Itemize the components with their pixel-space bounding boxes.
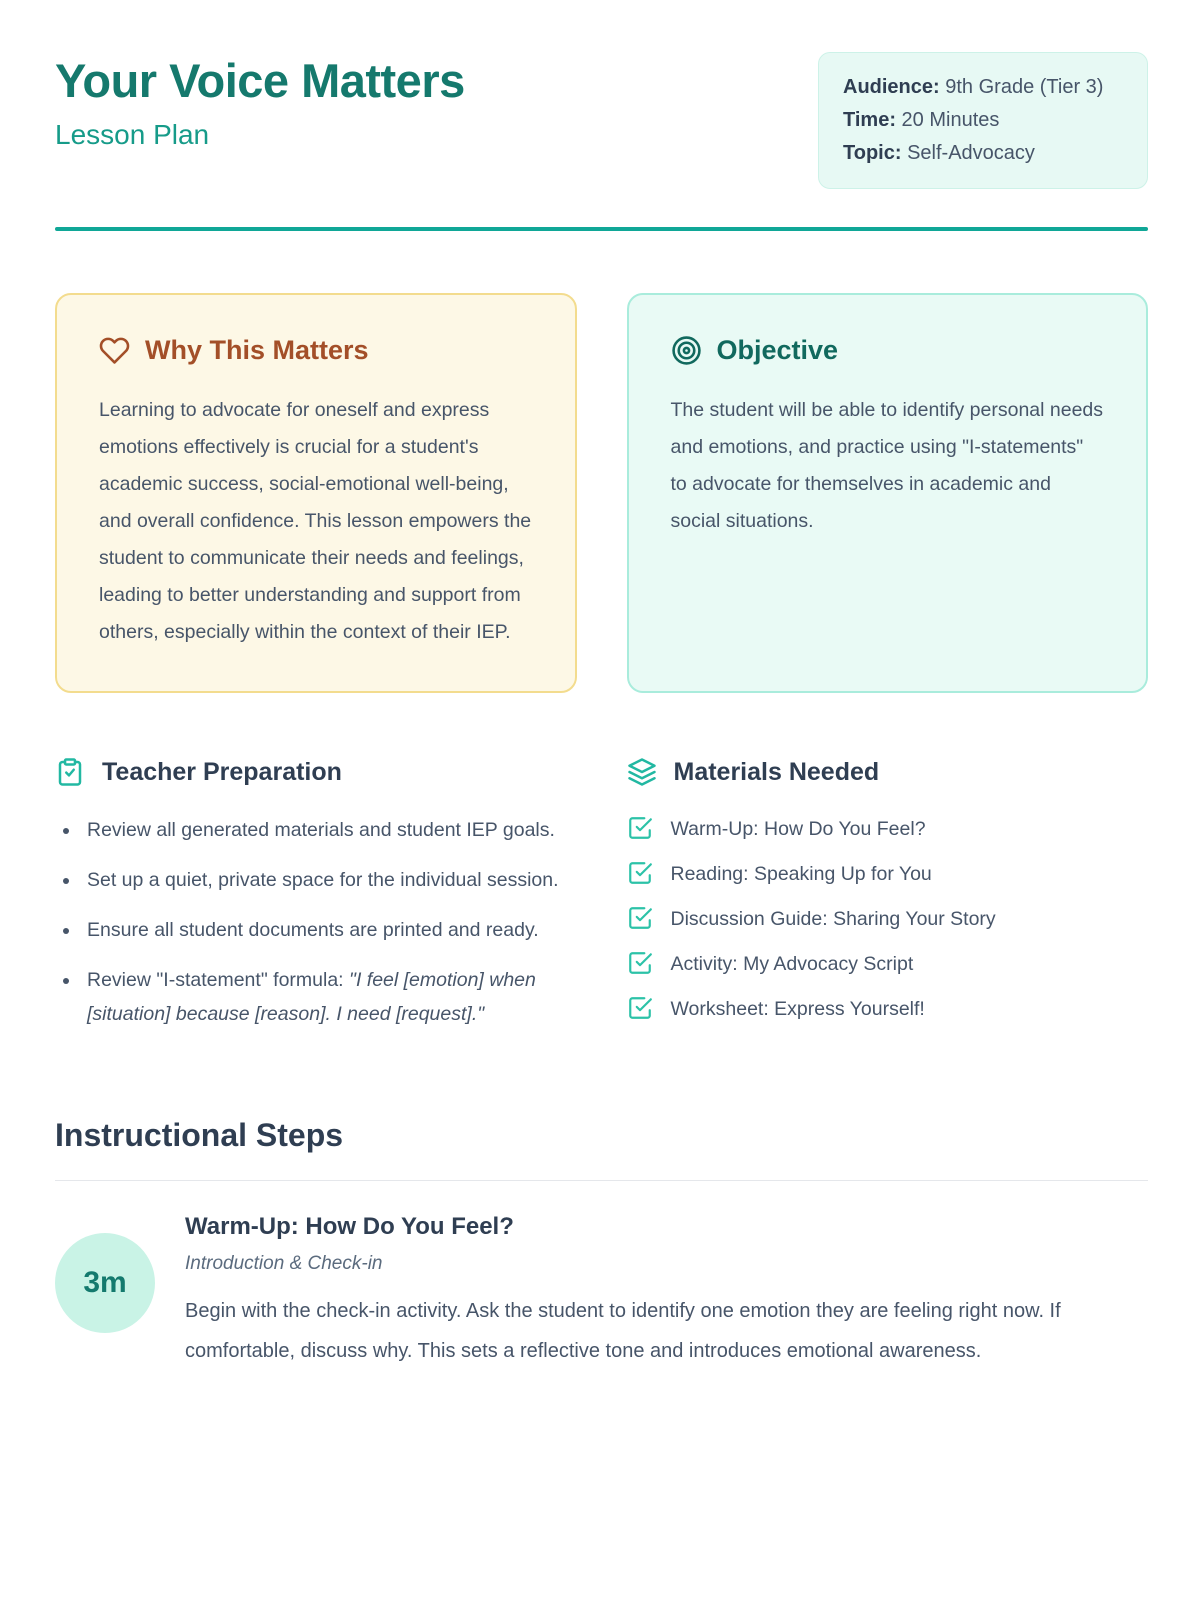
header-titles bbox=[55, 50, 465, 151]
summary-cards bbox=[55, 293, 1148, 693]
meta-time-label: Time: bbox=[843, 109, 896, 131]
preparation-list bbox=[55, 813, 577, 1031]
preparation-item-text: Set up a quiet, private space for the individual session. bbox=[87, 869, 559, 891]
material-item bbox=[627, 950, 1149, 978]
material-item-label: Activity: My Advocacy Script bbox=[670, 953, 914, 975]
why-card-body: Learning to advocate for oneself and express emotions effectively is crucial for a student's academic success, social-emotional well-being, and overall confidence. This lesson empowers the student to communicate their needs and feelings, leading to better understanding and support from others, especially within the context of their IEP. bbox=[99, 399, 532, 643]
meta-time-value: 20 Minutes bbox=[895, 109, 1000, 131]
header bbox=[55, 50, 1148, 189]
header-divider bbox=[55, 227, 1148, 231]
meta-audience-label: Audience: bbox=[843, 76, 940, 98]
step-subtitle: Introduction & Check-in bbox=[185, 1253, 383, 1274]
check-square-icon bbox=[627, 995, 653, 1021]
preparation-item-text: Review "I-statement" formula: bbox=[87, 969, 350, 991]
step-description: Begin with the check-in activity. Ask the student to identify one emotion they are feeling right now. If comfortable, discuss why. This sets a reflective tone and introduces emotional awareness. bbox=[185, 1300, 1061, 1362]
objective-card-body: The student will be able to identify personal needs and emotions, and practice using "I-statements" to advocate for themselves in academic and social situations. bbox=[670, 399, 1104, 532]
check-square-icon bbox=[627, 815, 653, 841]
preparation-item-text: Ensure all student documents are printed and ready. bbox=[87, 919, 539, 941]
layers-icon bbox=[627, 757, 657, 787]
materials-needed-title: Materials Needed bbox=[673, 757, 880, 786]
steps-divider bbox=[55, 1180, 1148, 1181]
material-item-label: Reading: Speaking Up for You bbox=[670, 863, 932, 885]
check-square-icon bbox=[627, 905, 653, 931]
material-item-label: Worksheet: Express Yourself! bbox=[670, 998, 925, 1020]
step-item bbox=[55, 1207, 1148, 1371]
instructional-steps-title: Instructional Steps bbox=[55, 1117, 344, 1153]
meta-audience-value: 9th Grade (Tier 3) bbox=[939, 76, 1104, 98]
preparation-item bbox=[81, 963, 577, 1031]
material-item bbox=[627, 995, 1149, 1023]
meta-topic-value: Self-Advocacy bbox=[901, 142, 1035, 164]
step-title: Warm-Up: How Do You Feel? bbox=[185, 1213, 514, 1240]
teacher-preparation-column bbox=[55, 757, 577, 1047]
material-item bbox=[627, 905, 1149, 933]
teacher-preparation-heading bbox=[55, 757, 577, 787]
meta-time bbox=[843, 104, 1123, 137]
why-card-heading bbox=[99, 335, 533, 366]
meta-topic bbox=[843, 137, 1123, 170]
preparation-item bbox=[81, 913, 577, 947]
clipboard-check-icon bbox=[55, 757, 85, 787]
why-this-matters-card bbox=[55, 293, 577, 693]
check-square-icon bbox=[627, 860, 653, 886]
preparation-item-formula: "I feel [emotion] when [situation] because [reason]. I need [request]." bbox=[87, 969, 536, 1025]
materials-needed-heading bbox=[627, 757, 1149, 787]
prep-materials-section bbox=[55, 757, 1148, 1047]
material-item-label: Warm-Up: How Do You Feel? bbox=[670, 818, 926, 840]
why-card-title: Why This Matters bbox=[145, 335, 369, 365]
materials-list bbox=[627, 815, 1149, 1023]
objective-card-heading bbox=[671, 335, 1105, 366]
page-subtitle: Lesson Plan bbox=[55, 119, 210, 151]
objective-card-title: Objective bbox=[716, 335, 839, 365]
check-square-icon bbox=[627, 950, 653, 976]
preparation-item bbox=[81, 813, 577, 847]
meta-audience bbox=[843, 71, 1123, 104]
step-content bbox=[185, 1207, 1148, 1371]
step-duration-badge: 3m bbox=[55, 1233, 155, 1333]
meta-topic-label: Topic: bbox=[843, 142, 902, 164]
material-item bbox=[627, 815, 1149, 843]
material-item-label: Discussion Guide: Sharing Your Story bbox=[670, 908, 996, 930]
materials-needed-column bbox=[627, 757, 1149, 1047]
lesson-meta-box bbox=[818, 52, 1148, 189]
target-icon bbox=[671, 335, 702, 366]
preparation-item-text: Review all generated materials and student IEP goals. bbox=[87, 819, 555, 841]
preparation-item bbox=[81, 863, 577, 897]
page-title: Your Voice Matters bbox=[55, 54, 465, 107]
heart-icon bbox=[99, 335, 130, 366]
teacher-preparation-title: Teacher Preparation bbox=[102, 757, 342, 786]
objective-card bbox=[627, 293, 1149, 693]
material-item bbox=[627, 860, 1149, 888]
